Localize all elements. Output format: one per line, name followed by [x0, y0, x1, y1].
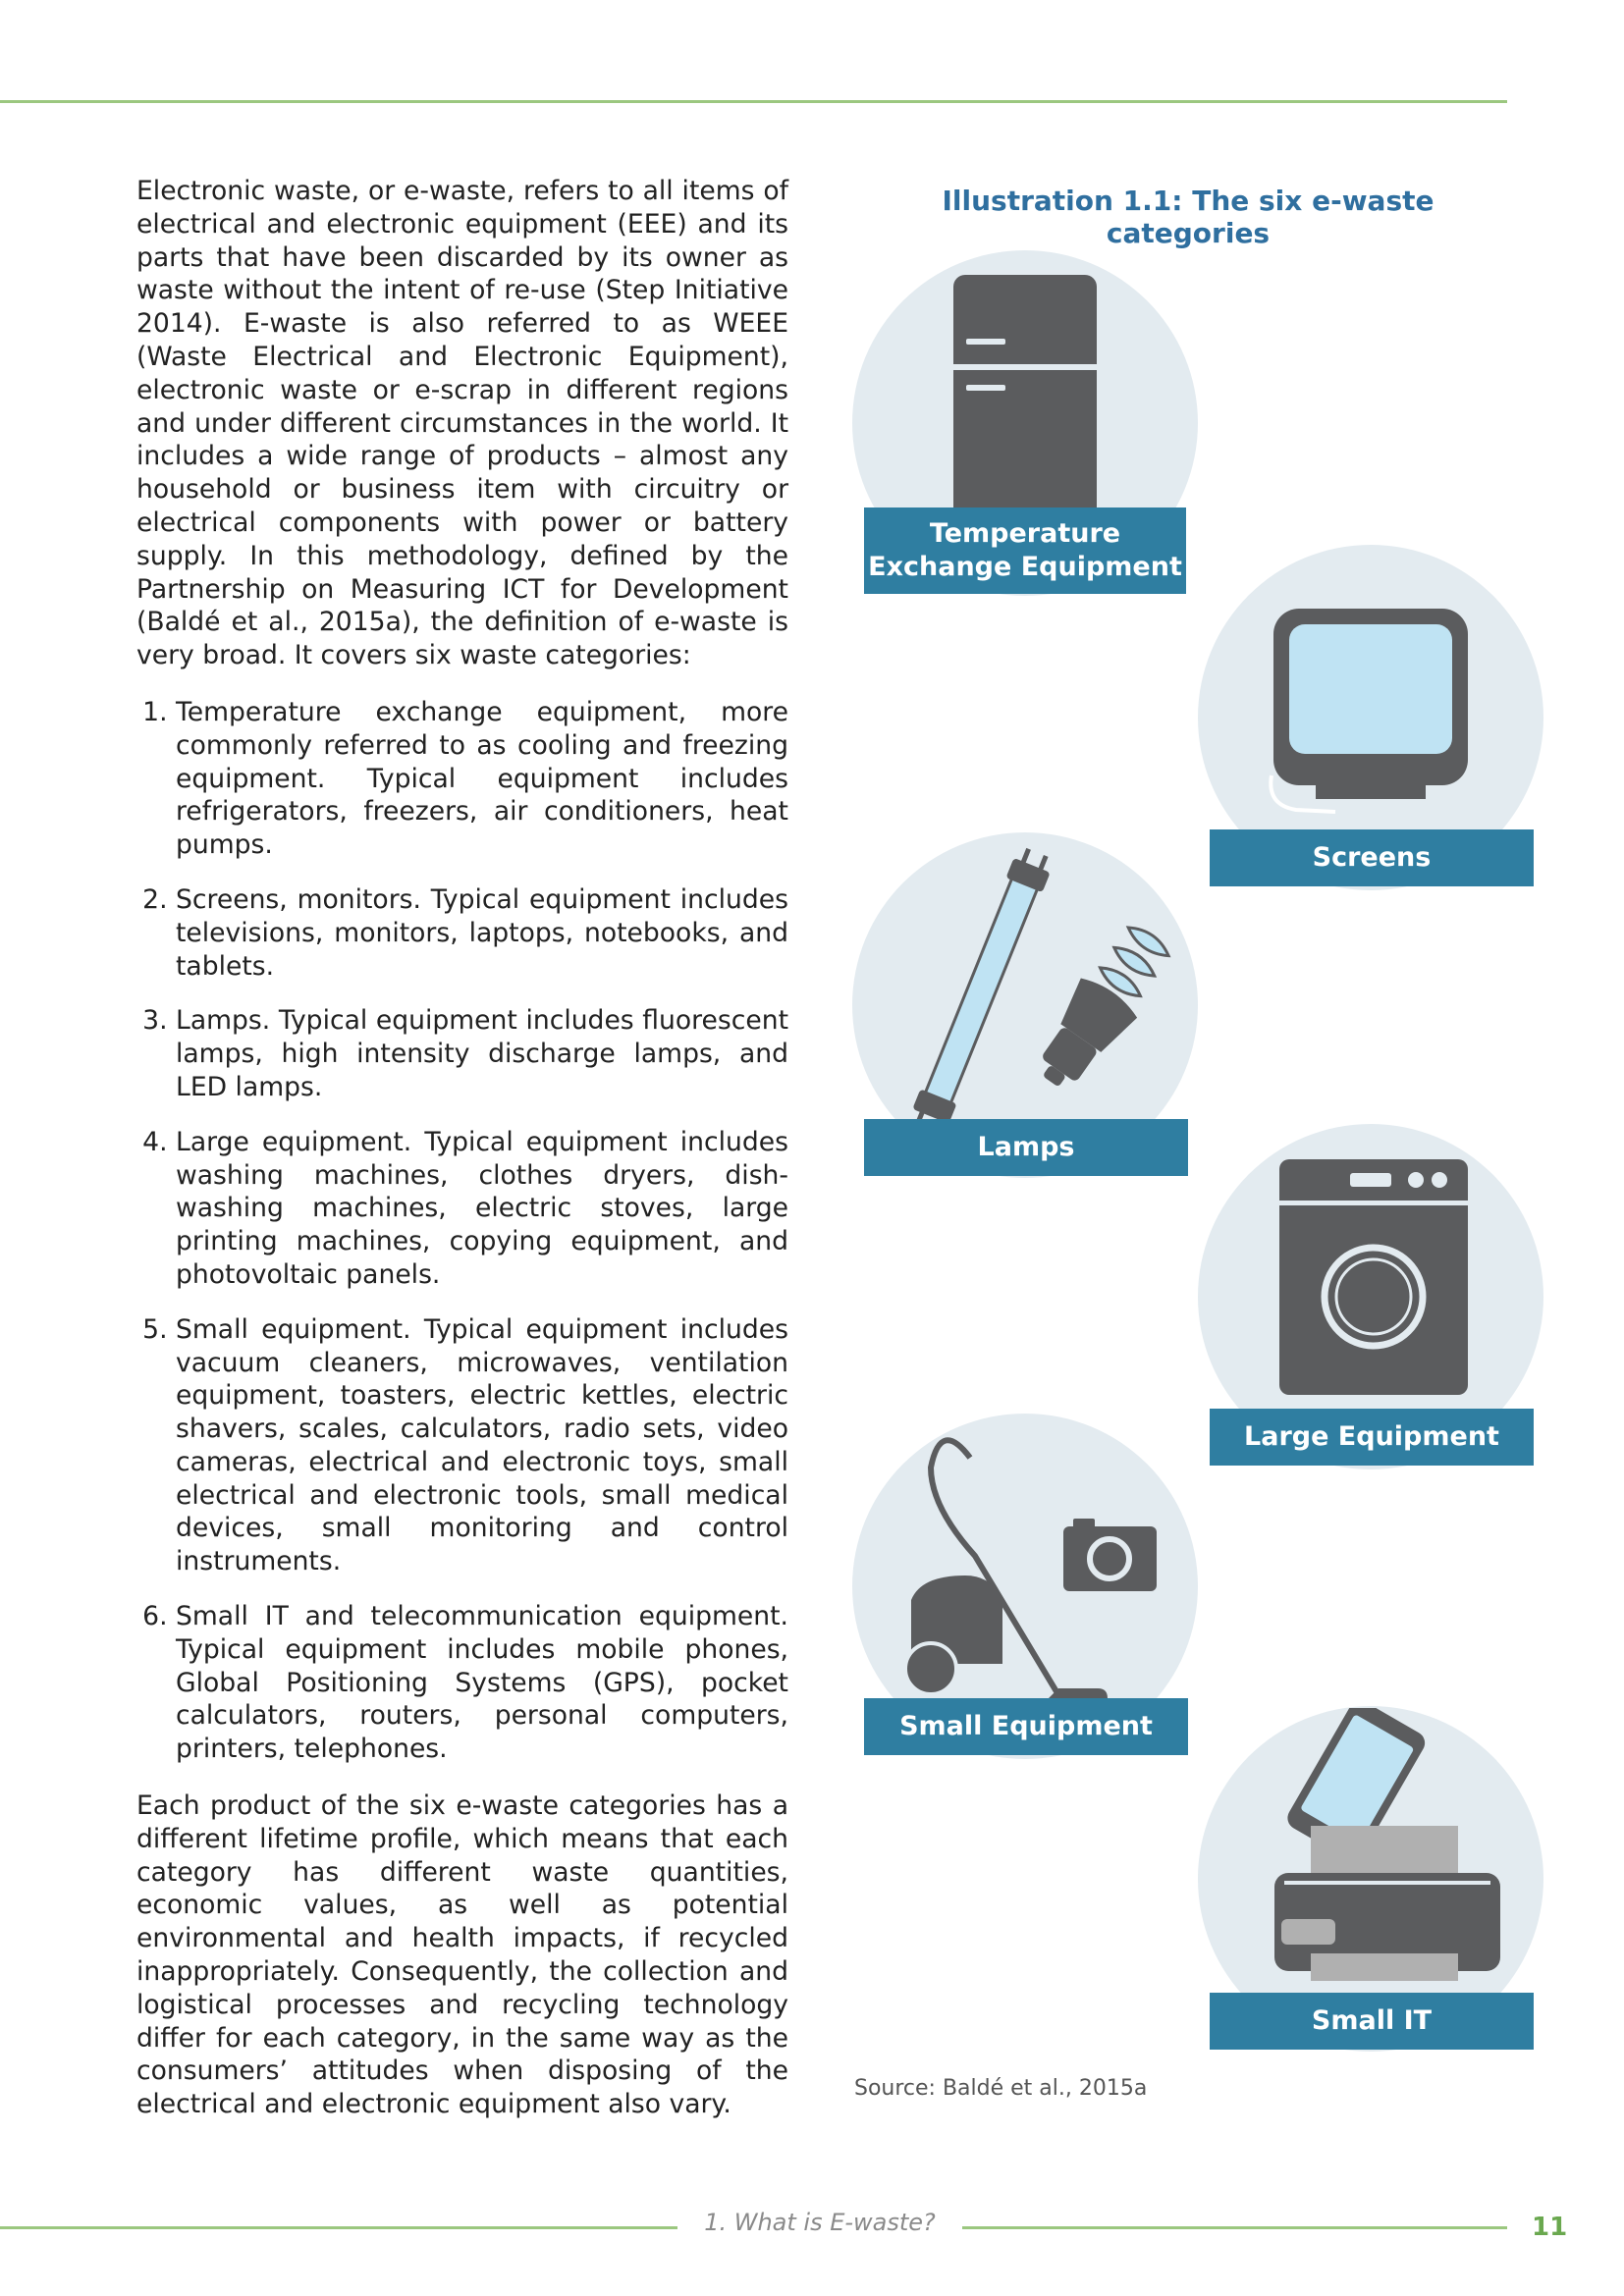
- footer-rule-left: [0, 2226, 677, 2229]
- lamps-icon: [852, 847, 1198, 1142]
- top-rule: [0, 100, 1507, 103]
- list-item: 1. Temperature exchange equipment, more commonly referred to as cooling and freezing equipment. Typical equipment includes refrigerators, freezers, air conditioners, heat pumps.: [176, 696, 788, 862]
- category-label: Lamps: [864, 1119, 1188, 1176]
- intro-paragraph: Electronic waste, or e-waste, refers to all items of electrical and electronic equipment (EEE) and its parts that have been discarded by its owner as waste without the intent of re-use (Step Initiative 2014). E-waste is also referred to as WEEE (Waste Electrical and Electronic Equipment), electronic waste or e-scrap in different regions and under different circumstances in the world. It includes a wide range of products – almost any household or business item with circuitry or electrical components with power or battery supply. In this methodology, defined by the Partnership on Measuring ICT for Development (Baldé et al., 2015a), the definition of e-waste is very broad. It covers six waste categories:: [136, 176, 788, 671]
- label-line: Temperature: [929, 518, 1121, 549]
- list-item: 6. Small IT and telecommunication equipment. Typical equipment includes mobile phones, Global Positioning Systems (GPS), pocket calculators, routers, personal computers, printers, telephones.: [176, 1600, 788, 1766]
- list-item: 3. Lamps. Typical equipment includes fluorescent lamps, high intensity discharge lamps, and LED lamps.: [176, 1004, 788, 1103]
- category-label: Screens: [1210, 829, 1534, 886]
- footer-section-title: 1. What is E-waste?: [704, 2209, 936, 2236]
- illustration-source: Source: Baldé et al., 2015a: [854, 2076, 1148, 2101]
- list-item: 4. Large equipment. Typical equipment includes washing machines, clothes dryers, dish-washing machines, electric stoves, large printing machines, copying equipment, and photovoltaic panels.: [176, 1126, 788, 1292]
- category-label: [864, 507, 1186, 594]
- body-text: [136, 175, 788, 2145]
- category-list: [136, 696, 788, 1766]
- category-label: Large Equipment: [1210, 1409, 1534, 1466]
- page-number: 11: [1532, 2213, 1568, 2242]
- closing-paragraph: Each product of the six e-waste categories has a different lifetime profile, which means that each category has different waste quantities, economic values, as well as potential environmental and health impacts, if recycled inappropriately. Consequently, the collection and logistical processes and recycling technology differ for each category, in the same way as the consumers’ attitudes when disposing of the electrical and electronic equipment also vary.: [136, 1790, 788, 2120]
- vacuum-camera-icon: [852, 1418, 1198, 1713]
- footer-rule-right: [962, 2226, 1507, 2229]
- illustration-title: Illustration 1.1: The six e-waste categories: [942, 185, 1435, 249]
- category-label: Small Equipment: [864, 1698, 1188, 1755]
- list-item: 2. Screens, monitors. Typical equipment includes televisions, monitors, laptops, notebooks, and tablets.: [176, 883, 788, 983]
- phone-printer-icon: [1198, 1708, 1543, 2002]
- label-line: Exchange Equipment: [868, 552, 1182, 582]
- category-label: Small IT: [1210, 1993, 1534, 2050]
- list-item: 5. Small equipment. Typical equipment includes vacuum cleaners, microwaves, ventilation equipment, toasters, electric kettles, electric shavers, scales, calculators, radio sets, video cameras, electrical and electronic toys, small electrical and electronic tools, small medical devices, small monitoring and control instruments.: [176, 1313, 788, 1578]
